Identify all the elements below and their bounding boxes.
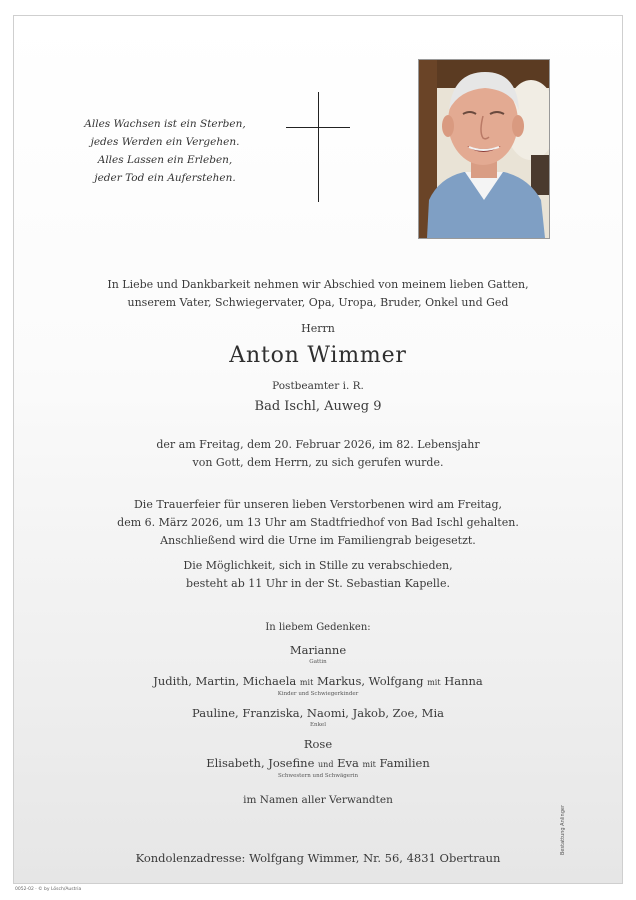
farewell-line: Die Möglichkeit, sich in Stille zu verabschieden, bbox=[183, 559, 453, 572]
funeral-line: Anschließend wird die Urne im Familiengrab beigesetzt. bbox=[160, 534, 476, 547]
mourner-role: Gattin bbox=[309, 659, 327, 665]
mourner-names: Rose bbox=[303, 737, 333, 751]
mourner-names-part: Eva bbox=[337, 756, 359, 770]
intro-line: In Liebe und Dankbarkeit nehmen wir Abschied von meinem lieben Gatten, bbox=[107, 278, 529, 291]
side-credit: Bestattung Anlinger bbox=[560, 805, 566, 855]
poem-line: jedes Werden ein Vergehen. bbox=[90, 136, 240, 148]
all-relatives: im Namen aller Verwandten bbox=[243, 794, 393, 806]
funeral-notice bbox=[0, 496, 636, 550]
mourners-list bbox=[0, 643, 636, 788]
death-notice bbox=[0, 436, 636, 472]
mourner-names-part: Markus, Wolfgang bbox=[316, 674, 424, 688]
deceased-address: Bad Ischl, Auweg 9 bbox=[254, 399, 382, 414]
farewell-line: besteht ab 11 Uhr in der St. Sebastian Kapelle. bbox=[186, 577, 450, 590]
footer-code: 0052-02 · © by Lösch/Austria bbox=[15, 887, 82, 892]
mourner-connector: mit bbox=[427, 678, 441, 687]
cross-icon-bar bbox=[286, 127, 350, 128]
mourner-names-part: Familien bbox=[379, 756, 430, 770]
mourner-names bbox=[0, 674, 636, 690]
poem-line: Alles Lassen ein Erleben, bbox=[97, 154, 233, 166]
cross-icon bbox=[318, 92, 319, 202]
intro-line: unserem Vater, Schwiegervater, Opa, Uropa, Bruder, Onkel und Ged bbox=[127, 296, 509, 309]
funeral-line: Die Trauerfeier für unseren lieben Verstorbenen wird am Freitag, bbox=[133, 498, 502, 511]
memory-heading: In liebem Gedenken: bbox=[265, 622, 371, 633]
mourner-connector: mit bbox=[362, 760, 376, 769]
mourner-connector: mit bbox=[299, 678, 314, 687]
mourner-names: Marianne bbox=[289, 643, 347, 657]
mourner-role: Kinder und Schwiegerkinder bbox=[277, 691, 359, 697]
poem bbox=[60, 115, 270, 187]
occupation: Postbeamter i. R. bbox=[272, 380, 364, 392]
condolence-address: Kondolenzadresse: Wolfgang Wimmer, Nr. 56, 4831 Obertraun bbox=[135, 851, 501, 865]
poem-line: Alles Wachsen ist ein Sterben, bbox=[84, 118, 246, 130]
mourner-role: Schwestern und Schwägerin bbox=[278, 773, 358, 779]
mourner-role: Enkel bbox=[310, 722, 326, 728]
death-line: von Gott, dem Herrn, zu sich gerufen wurde. bbox=[192, 456, 444, 469]
poem-line: jeder Tod ein Auferstehen. bbox=[94, 172, 236, 184]
mourner-names bbox=[0, 756, 636, 772]
mourner-connector: und bbox=[318, 760, 334, 769]
funeral-line: dem 6. März 2026, um 13 Uhr am Stadtfriedhof von Bad Ischl gehalten. bbox=[117, 516, 519, 529]
salutation: Herrn bbox=[301, 322, 335, 335]
portrait-photo bbox=[418, 59, 550, 239]
death-line: der am Freitag, dem 20. Februar 2026, im 82. Lebensjahr bbox=[156, 438, 480, 451]
mourner-names-part: Judith, Martin, Michaela bbox=[153, 674, 297, 688]
farewell-notice bbox=[0, 557, 636, 593]
mourner-names: Pauline, Franziska, Naomi, Jakob, Zoe, Mia bbox=[192, 706, 444, 720]
deceased-name: Anton Wimmer bbox=[229, 343, 407, 368]
mourner-names-part: Hanna bbox=[444, 674, 483, 688]
mourner-names-part: Elisabeth, Josefine bbox=[206, 756, 315, 770]
intro-text bbox=[0, 276, 636, 312]
